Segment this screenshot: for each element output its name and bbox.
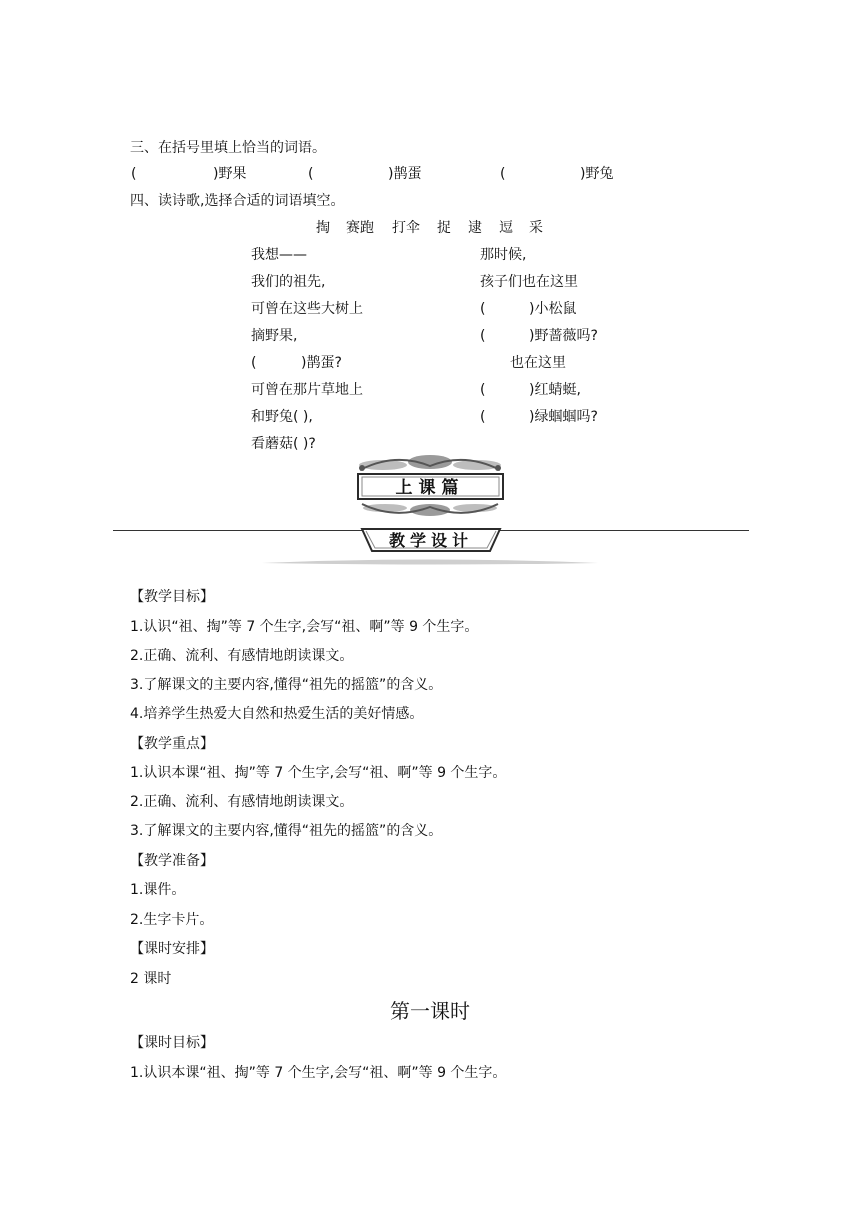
poem-blank-open: ( [480, 328, 486, 344]
poem-line: 和野兔( ), [251, 409, 313, 425]
prep-item: 1.课件。 [130, 882, 186, 898]
blank1-open: ( [131, 166, 137, 182]
key-point: 3.了解课文的主要内容,懂得“祖先的摇篮”的含义。 [130, 823, 443, 839]
poem-line: 我想—— [251, 247, 307, 263]
goal-item: 3.了解课文的主要内容,懂得“祖先的摇篮”的含义。 [130, 677, 443, 693]
poem-line: 孩子们也在这里 [480, 274, 578, 290]
goals-heading: 【教学目标】 [130, 589, 214, 605]
ornament-top-icon [359, 455, 501, 471]
poem-line: 看蘑菇( )? [251, 436, 316, 452]
word-bank-item: 采 [529, 220, 543, 236]
prep-item: 2.生字卡片。 [130, 912, 214, 928]
poem-blank-open: ( [480, 301, 486, 317]
word-bank-item: 逗 [499, 220, 513, 236]
word-bank-item: 逮 [468, 220, 482, 236]
blank1-word: )野果 [213, 166, 247, 182]
poem-line: 摘野果, [251, 328, 298, 344]
banner-graphic [0, 0, 860, 580]
period-title: 第一课时 [390, 999, 470, 1023]
poem-line: )鹊蛋? [301, 355, 342, 371]
key-point: 2.正确、流利、有感情地朗读课文。 [130, 794, 354, 810]
poem-line: )绿蝈蝈吗? [529, 409, 598, 425]
word-bank-item: 赛跑 [346, 220, 374, 236]
goal-item: 2.正确、流利、有感情地朗读课文。 [130, 648, 354, 664]
schedule-value: 2 课时 [130, 971, 172, 987]
word-bank-item: 打伞 [392, 220, 420, 236]
schedule-heading: 【课时安排】 [130, 941, 214, 957]
poem-blank-open: ( [251, 355, 257, 371]
blank2-word: )鹊蛋 [388, 166, 422, 182]
goal-item: 1.认识“祖、掏”等 7 个生字,会写“祖、啊”等 9 个生字。 [130, 619, 479, 635]
poem-line: 可曾在这些大树上 [251, 301, 363, 317]
blank3-open: ( [500, 166, 506, 182]
poem-line: 那时候, [480, 247, 527, 263]
poem-line: 也在这里 [510, 355, 566, 371]
blank3-word: )野兔 [580, 166, 614, 182]
prep-heading: 【教学准备】 [130, 853, 214, 869]
period-goals-heading: 【课时目标】 [130, 1035, 214, 1051]
poem-line: )红蜻蜓, [529, 382, 581, 398]
ornament-middle-icon [362, 504, 498, 516]
poem-line: 我们的祖先, [251, 274, 326, 290]
poem-blank-open: ( [480, 382, 486, 398]
word-bank-item: 捉 [437, 220, 451, 236]
section3-heading: 三、在括号里填上恰当的词语。 [130, 140, 326, 156]
key-heading: 【教学重点】 [130, 736, 214, 752]
banner-top-label: 上课篇 [395, 478, 465, 498]
key-point: 1.认识本课“祖、掏”等 7 个生字,会写“祖、啊”等 9 个生字。 [130, 765, 507, 781]
poem-blank-open: ( [480, 409, 486, 425]
blank2-open: ( [308, 166, 314, 182]
word-bank-item: 掏 [316, 220, 330, 236]
banner-bottom-label: 教学设计 [388, 531, 474, 550]
poem-line: 可曾在那片草地上 [251, 382, 363, 398]
section4-heading: 四、读诗歌,选择合适的词语填空。 [130, 193, 345, 209]
poem-line: )小松鼠 [529, 301, 577, 317]
period-goal-item: 1.认识本课“祖、掏”等 7 个生字,会写“祖、啊”等 9 个生字。 [130, 1065, 507, 1081]
goal-item: 4.培养学生热爱大自然和热爱生活的美好情感。 [130, 706, 424, 722]
poem-line: )野蔷薇吗? [529, 328, 598, 344]
